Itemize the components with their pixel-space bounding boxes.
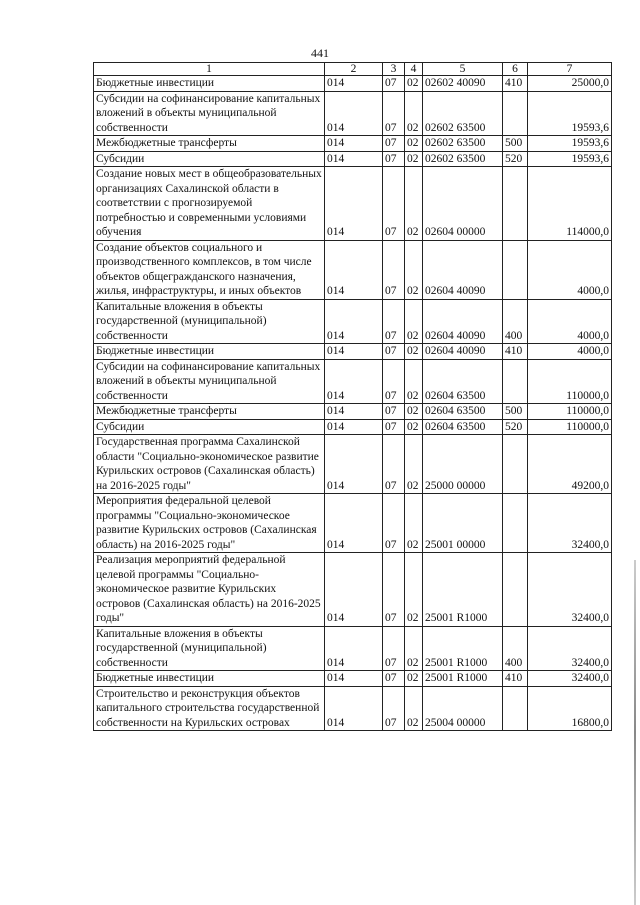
row-subsection-code: 02 <box>405 494 423 553</box>
row-amount: 4000,0 <box>528 299 612 344</box>
row-section-code: 07 <box>383 76 405 92</box>
table-row <box>94 686 612 731</box>
row-ministry-code: 014 <box>325 686 383 731</box>
row-expense-type <box>503 686 528 731</box>
row-name: Межбюджетные трансферты <box>94 136 325 152</box>
row-section-code: 07 <box>383 91 405 136</box>
row-expense-type <box>503 553 528 627</box>
row-target-code: 25001 R1000 <box>423 671 503 687</box>
row-subsection-code: 02 <box>405 91 423 136</box>
row-expense-type: 400 <box>503 626 528 671</box>
row-target-code: 02604 63500 <box>423 404 503 420</box>
row-ministry-code: 014 <box>325 359 383 404</box>
row-expense-type <box>503 359 528 404</box>
row-name: Субсидии <box>94 151 325 167</box>
row-target-code: 02604 40090 <box>423 344 503 360</box>
row-target-code: 02604 63500 <box>423 359 503 404</box>
header-col-4: 4 <box>405 63 423 76</box>
row-ministry-code: 014 <box>325 344 383 360</box>
row-amount: 110000,0 <box>528 404 612 420</box>
row-expense-type: 520 <box>503 151 528 167</box>
row-amount: 110000,0 <box>528 419 612 435</box>
row-ministry-code: 014 <box>325 626 383 671</box>
row-section-code: 07 <box>383 167 405 241</box>
row-target-code: 02602 63500 <box>423 91 503 136</box>
table-row <box>94 671 612 687</box>
row-ministry-code: 014 <box>325 553 383 627</box>
row-ministry-code: 014 <box>325 91 383 136</box>
row-name: Создание новых мест в общеобразовательных организациях Сахалинской области в соответствии с прогнозируемой потребностью и современными условиями обучения <box>94 167 325 241</box>
row-amount: 19593,6 <box>528 136 612 152</box>
row-section-code: 07 <box>383 435 405 494</box>
row-name: Государственная программа Сахалинской области "Социально-экономическое развитие Курильских островов (Сахалинская область) на 2016-2025 годы" <box>94 435 325 494</box>
table-row <box>94 419 612 435</box>
row-name: Межбюджетные трансферты <box>94 404 325 420</box>
row-subsection-code: 02 <box>405 553 423 627</box>
budget-table <box>93 62 612 731</box>
row-expense-type <box>503 435 528 494</box>
row-ministry-code: 014 <box>325 299 383 344</box>
row-ministry-code: 014 <box>325 136 383 152</box>
header-col-2: 2 <box>325 63 383 76</box>
row-name: Бюджетные инвестиции <box>94 671 325 687</box>
row-section-code: 07 <box>383 494 405 553</box>
row-subsection-code: 02 <box>405 359 423 404</box>
header-col-3: 3 <box>383 63 405 76</box>
row-ministry-code: 014 <box>325 494 383 553</box>
row-subsection-code: 02 <box>405 686 423 731</box>
table-row <box>94 91 612 136</box>
row-amount: 32400,0 <box>528 553 612 627</box>
row-subsection-code: 02 <box>405 151 423 167</box>
row-ministry-code: 014 <box>325 240 383 299</box>
row-target-code: 02604 00000 <box>423 167 503 241</box>
row-amount: 32400,0 <box>528 671 612 687</box>
page-number: 441 <box>311 46 329 60</box>
row-name: Реализация мероприятий федеральной целевой программы "Социально-экономическое развитие Курильских островов (Сахалинская область) на 2016-2025 годы" <box>94 553 325 627</box>
row-target-code: 25000 00000 <box>423 435 503 494</box>
row-amount: 19593,6 <box>528 151 612 167</box>
row-amount: 4000,0 <box>528 240 612 299</box>
row-subsection-code: 02 <box>405 404 423 420</box>
row-target-code: 02604 40090 <box>423 299 503 344</box>
row-expense-type <box>503 167 528 241</box>
table-row <box>94 359 612 404</box>
row-section-code: 07 <box>383 240 405 299</box>
row-target-code: 02602 63500 <box>423 136 503 152</box>
row-ministry-code: 014 <box>325 151 383 167</box>
row-amount: 114000,0 <box>528 167 612 241</box>
row-subsection-code: 02 <box>405 76 423 92</box>
row-amount: 19593,6 <box>528 91 612 136</box>
row-section-code: 07 <box>383 671 405 687</box>
row-subsection-code: 02 <box>405 626 423 671</box>
row-expense-type: 400 <box>503 299 528 344</box>
scan-edge-shadow <box>634 560 636 905</box>
row-name: Строительство и реконструкция объектов капитального строительства государственной собственности на Курильских островах <box>94 686 325 731</box>
row-amount: 110000,0 <box>528 359 612 404</box>
table-row <box>94 167 612 241</box>
table-row <box>94 76 612 92</box>
row-subsection-code: 02 <box>405 435 423 494</box>
row-ministry-code: 014 <box>325 435 383 494</box>
table-row <box>94 626 612 671</box>
row-section-code: 07 <box>383 344 405 360</box>
row-name: Субсидии <box>94 419 325 435</box>
row-expense-type <box>503 91 528 136</box>
row-section-code: 07 <box>383 626 405 671</box>
row-name: Бюджетные инвестиции <box>94 76 325 92</box>
table-row <box>94 299 612 344</box>
row-section-code: 07 <box>383 686 405 731</box>
row-name: Субсидии на софинансирование капитальных вложений в объекты муниципальной собственности <box>94 91 325 136</box>
row-amount: 16800,0 <box>528 686 612 731</box>
row-target-code: 02604 63500 <box>423 419 503 435</box>
row-target-code: 02602 63500 <box>423 151 503 167</box>
row-ministry-code: 014 <box>325 671 383 687</box>
row-amount: 32400,0 <box>528 626 612 671</box>
row-amount: 4000,0 <box>528 344 612 360</box>
row-expense-type: 500 <box>503 404 528 420</box>
row-section-code: 07 <box>383 359 405 404</box>
row-expense-type: 520 <box>503 419 528 435</box>
row-ministry-code: 014 <box>325 76 383 92</box>
table-row <box>94 553 612 627</box>
row-amount: 25000,0 <box>528 76 612 92</box>
row-subsection-code: 02 <box>405 671 423 687</box>
row-section-code: 07 <box>383 419 405 435</box>
row-name: Создание объектов социального и производственного комплексов, в том числе объектов общегражданского назначения, жилья, инфраструктуры, и иных объектов <box>94 240 325 299</box>
row-ministry-code: 014 <box>325 404 383 420</box>
row-subsection-code: 02 <box>405 136 423 152</box>
row-target-code: 25004 00000 <box>423 686 503 731</box>
row-expense-type <box>503 494 528 553</box>
table-row <box>94 151 612 167</box>
row-amount: 49200,0 <box>528 435 612 494</box>
row-name: Капитальные вложения в объекты государственной (муниципальной) собственности <box>94 626 325 671</box>
row-subsection-code: 02 <box>405 299 423 344</box>
row-expense-type: 410 <box>503 76 528 92</box>
row-subsection-code: 02 <box>405 240 423 299</box>
row-expense-type: 500 <box>503 136 528 152</box>
row-section-code: 07 <box>383 136 405 152</box>
table-row <box>94 240 612 299</box>
row-name: Капитальные вложения в объекты государственной (муниципальной) собственности <box>94 299 325 344</box>
header-col-5: 5 <box>423 63 503 76</box>
table-header-row <box>94 63 612 76</box>
row-section-code: 07 <box>383 553 405 627</box>
row-ministry-code: 014 <box>325 167 383 241</box>
row-target-code: 25001 R1000 <box>423 553 503 627</box>
row-name: Субсидии на софинансирование капитальных вложений в объекты муниципальной собственности <box>94 359 325 404</box>
header-col-7: 7 <box>528 63 612 76</box>
row-section-code: 07 <box>383 299 405 344</box>
row-expense-type: 410 <box>503 671 528 687</box>
row-target-code: 25001 R1000 <box>423 626 503 671</box>
row-ministry-code: 014 <box>325 419 383 435</box>
header-col-6: 6 <box>503 63 528 76</box>
row-name: Мероприятия федеральной целевой программы "Социально-экономическое развитие Курильских островов (Сахалинская область) на 2016-2025 годы" <box>94 494 325 553</box>
row-subsection-code: 02 <box>405 344 423 360</box>
row-expense-type <box>503 240 528 299</box>
header-col-1: 1 <box>94 63 325 76</box>
table-row <box>94 435 612 494</box>
row-target-code: 02604 40090 <box>423 240 503 299</box>
row-target-code: 02602 40090 <box>423 76 503 92</box>
table-row <box>94 136 612 152</box>
row-amount: 32400,0 <box>528 494 612 553</box>
table-row <box>94 494 612 553</box>
row-name: Бюджетные инвестиции <box>94 344 325 360</box>
row-section-code: 07 <box>383 151 405 167</box>
table-row <box>94 344 612 360</box>
row-expense-type: 410 <box>503 344 528 360</box>
row-target-code: 25001 00000 <box>423 494 503 553</box>
row-subsection-code: 02 <box>405 419 423 435</box>
row-subsection-code: 02 <box>405 167 423 241</box>
table-row <box>94 404 612 420</box>
row-section-code: 07 <box>383 404 405 420</box>
